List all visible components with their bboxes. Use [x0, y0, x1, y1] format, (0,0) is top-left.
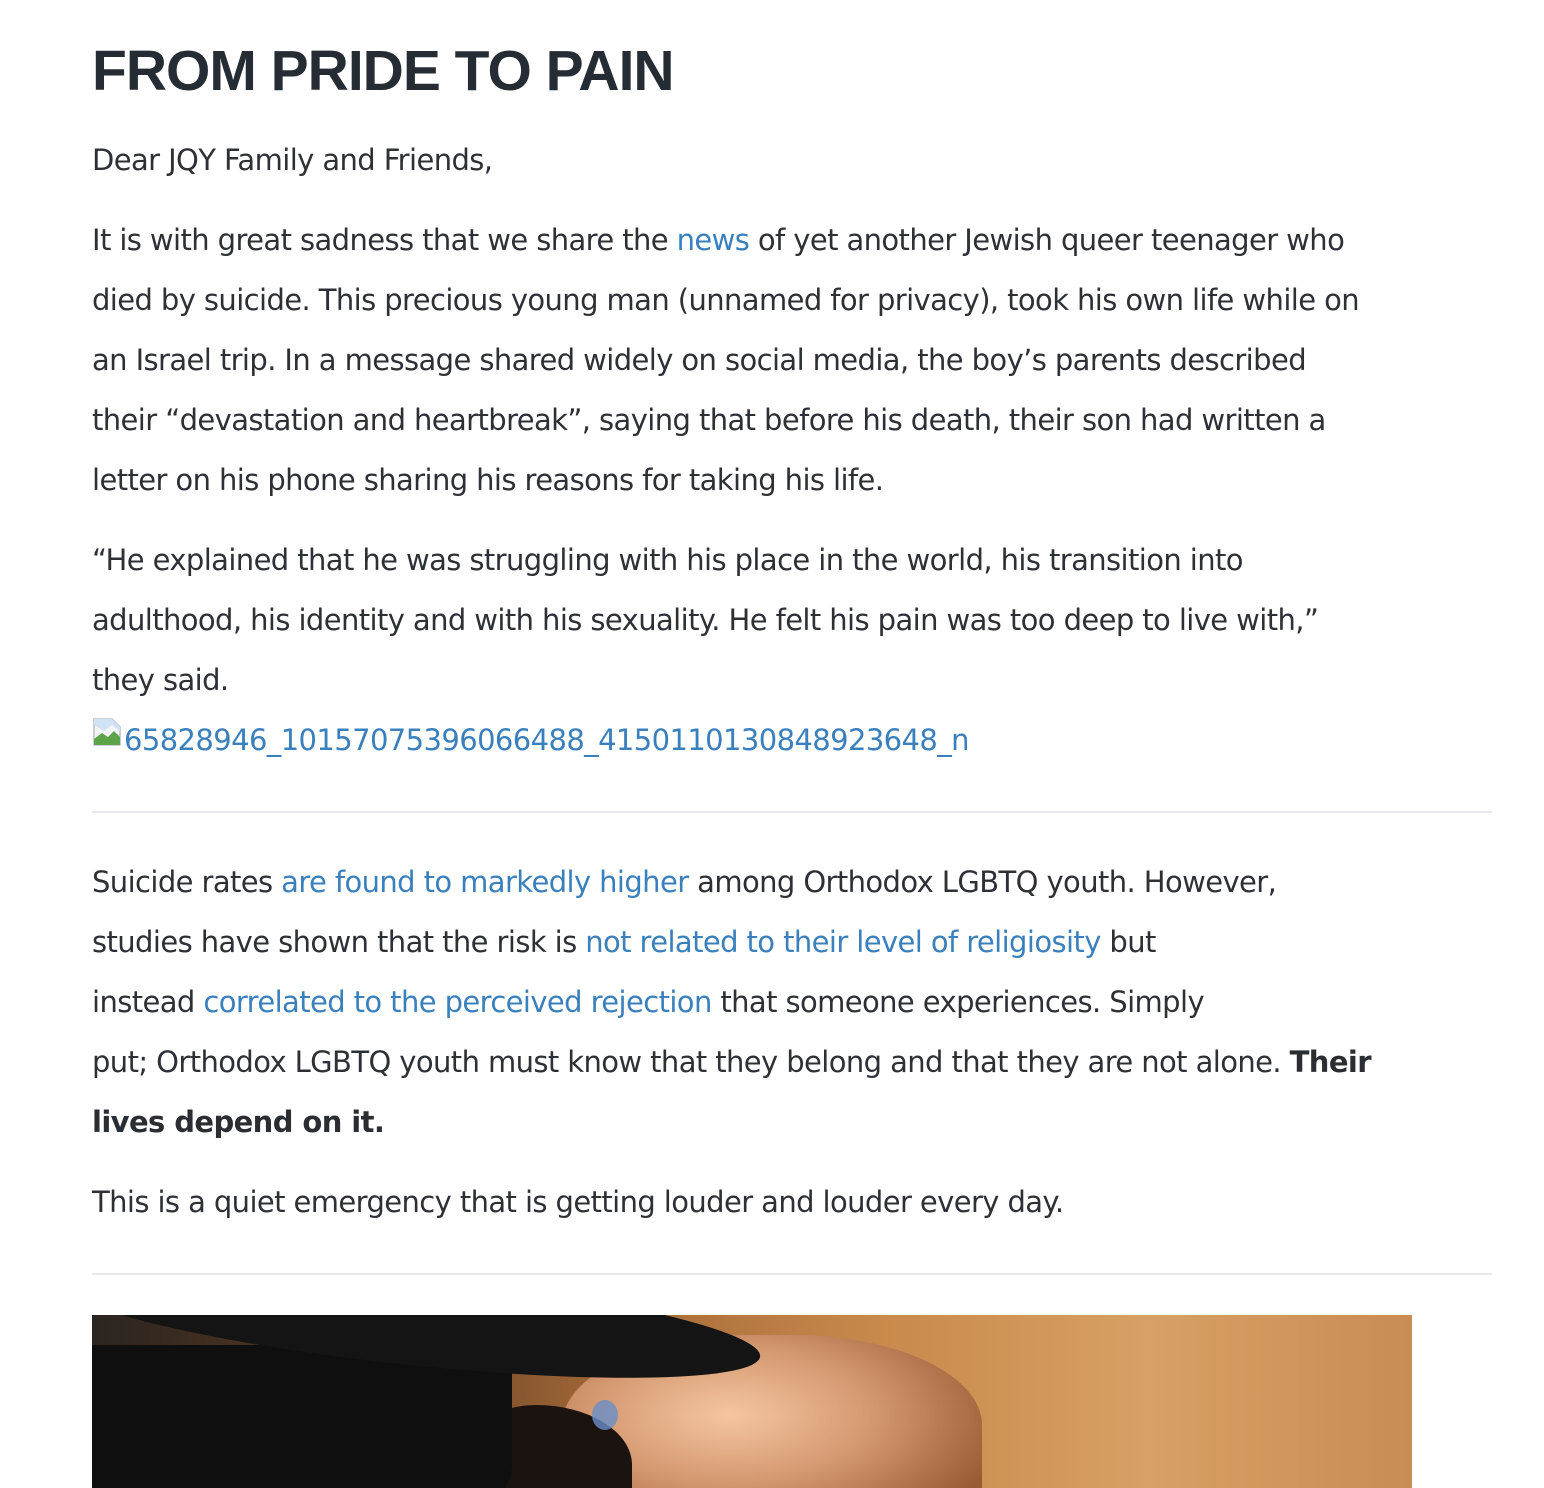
- paragraph-line: [92, 912, 1492, 972]
- image-alt-text: 65828946_10157075396066488_4150110130848923648_n: [124, 723, 969, 757]
- text-span: instead: [92, 985, 204, 1019]
- paragraph-line: died by suicide. This precious young man (unnamed for privacy), took his own life while on: [92, 283, 1360, 317]
- paragraph-line: adulthood, his identity and with his sexuality. He felt his pain was too deep to live with,”: [92, 603, 1319, 637]
- paragraph-line: [92, 852, 1492, 912]
- text-span: of yet another Jewish queer teenager who: [749, 223, 1345, 257]
- religiosity-link[interactable]: not related to their level of religiosity: [585, 925, 1101, 959]
- paragraph-line: they said.: [92, 663, 229, 697]
- news-link[interactable]: news: [676, 223, 750, 257]
- article-photo: [92, 1315, 1412, 1488]
- broken-image-icon: [92, 717, 122, 747]
- text-span: but: [1100, 925, 1156, 959]
- paragraph-emergency: This is a quiet emergency that is getting louder and louder every day.: [92, 1185, 1064, 1219]
- bold-text: Their: [1289, 1045, 1371, 1079]
- broken-image-link[interactable]: [92, 710, 1492, 770]
- bold-text: lives depend on it.: [92, 1105, 385, 1139]
- paragraph-line: “He explained that he was struggling with his place in the world, his transition into: [92, 543, 1243, 577]
- paragraph-line: their “devastation and heartbreak”, saying that before his death, their son had written a: [92, 403, 1326, 437]
- page-title: FROM PRIDE TO PAIN: [92, 39, 674, 103]
- paragraph-line: letter on his phone sharing his reasons for taking his life.: [92, 463, 884, 497]
- text-span: It is with great sadness that we share the: [92, 223, 677, 257]
- greeting-text: Dear JQY Family and Friends,: [92, 143, 493, 177]
- rejection-link[interactable]: correlated to the perceived rejection: [203, 985, 712, 1019]
- paragraph-line: [92, 972, 1492, 1032]
- paragraph-line: [92, 1032, 1492, 1092]
- text-span: that someone experiences. Simply: [711, 985, 1205, 1019]
- text-span: Suicide rates: [92, 865, 282, 899]
- text-span: among Orthodox LGBTQ youth. However,: [688, 865, 1277, 899]
- paragraph-line: [92, 210, 1492, 270]
- photo-eye-light: [592, 1400, 618, 1430]
- divider: [92, 1273, 1492, 1275]
- text-span: studies have shown that the risk is: [92, 925, 586, 959]
- suicide-rates-link[interactable]: are found to markedly higher: [281, 865, 689, 899]
- paragraph-line: an Israel trip. In a message shared widely on social media, the boy’s parents described: [92, 343, 1307, 377]
- text-span: put; Orthodox LGBTQ youth must know that they belong and that they are not alone.: [92, 1045, 1290, 1079]
- divider: [92, 811, 1492, 813]
- paragraph-line: [92, 1092, 1492, 1152]
